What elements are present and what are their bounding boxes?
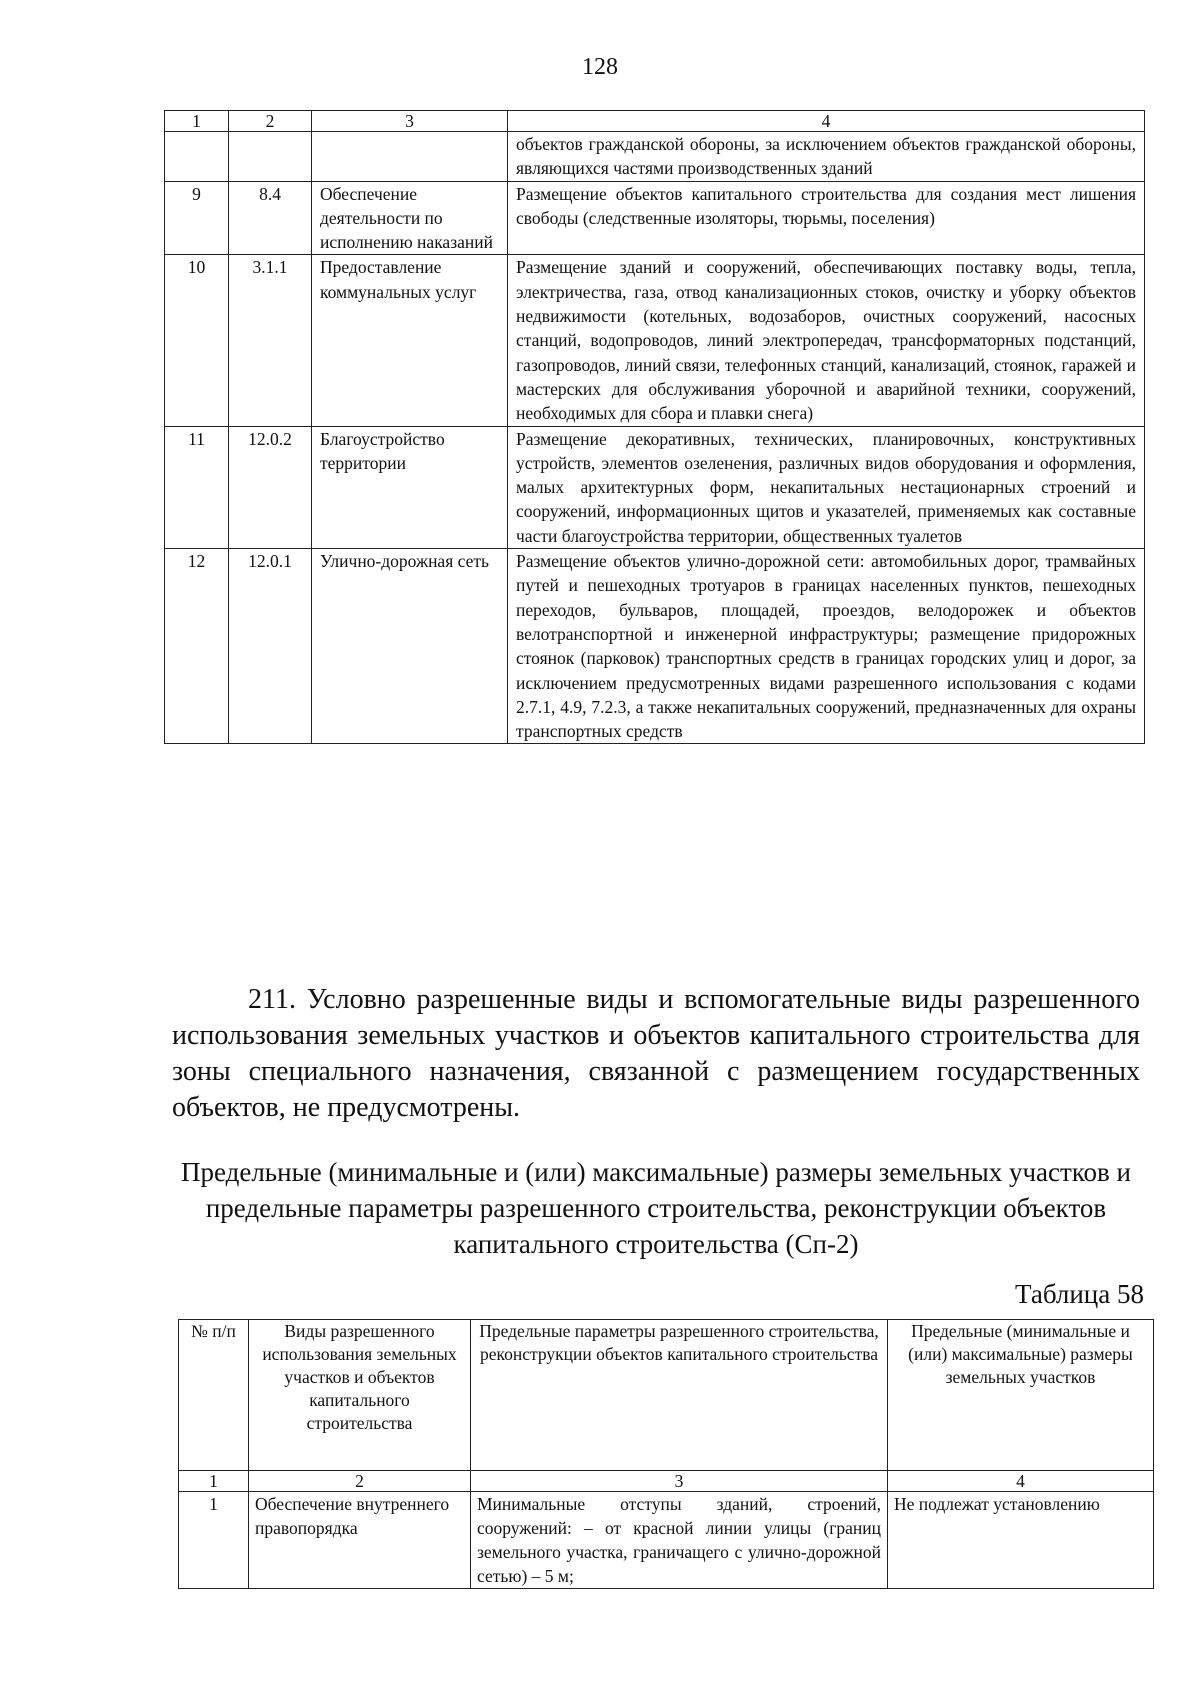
row-use-name: Благоустройство территории	[312, 426, 508, 548]
row-code: 8.4	[229, 181, 312, 255]
table2-column-number: 4	[888, 1471, 1154, 1492]
table2-column-number: 1	[179, 1471, 249, 1492]
table-row	[165, 255, 1145, 426]
row-number: 10	[165, 255, 229, 426]
table-caption: Таблица 58	[1015, 1279, 1144, 1309]
permitted-uses-table	[164, 110, 1145, 744]
section-heading: Предельные (минимальные и (или) максимальные) размеры земельных участков и предельные параметры разрешенного строительства, реконструкции объектов капитального строительства (Сп-2)	[180, 1157, 1132, 1259]
table2-header-row	[179, 1320, 1154, 1471]
row-parameters: Минимальные отступы зданий, строений, сооружений: – от красной линии улицы (границ земельного участка, граничащего с улично-дорожной сетью) – 5 м;	[471, 1492, 888, 1589]
row-use-name: Обеспечение деятельности по исполнению наказаний	[312, 181, 508, 255]
table-row	[165, 426, 1145, 548]
row-code	[229, 132, 312, 182]
table2-header-cell: Предельные (минимальные и (или) максимальные) размеры земельных участков	[888, 1320, 1154, 1471]
table-row	[165, 549, 1145, 744]
page-number: 128	[582, 54, 618, 80]
row-description: объектов гражданской обороны, за исключением объектов гражданской обороны, являющихся частями производственных зданий	[508, 132, 1145, 182]
paragraph-211: 211. Условно разрешенные виды и вспомогательные виды разрешенного использования земельных участков и объектов капитального строительства для зоны специального назначения, связанной с размещением государственных объектов, не предусмотрены.	[172, 984, 1140, 1123]
table-row	[179, 1492, 1154, 1589]
table2-column-number: 2	[249, 1471, 471, 1492]
row-use-name	[312, 132, 508, 182]
row-use-name: Улично-дорожная сеть	[312, 549, 508, 744]
table-row	[165, 132, 1145, 182]
row-plot-size: Не подлежат установлению	[888, 1492, 1154, 1589]
limit-parameters-table	[178, 1319, 1154, 1589]
table1-header-cell: 4	[508, 111, 1145, 132]
table2-header-cell: Виды разрешенного использования земельных участков и объектов капитального строительства	[249, 1320, 471, 1471]
row-use-name: Предоставление коммунальных услуг	[312, 255, 508, 426]
table1-header-cell: 1	[165, 111, 229, 132]
row-number: 12	[165, 549, 229, 744]
row-code: 3.1.1	[229, 255, 312, 426]
row-number: 9	[165, 181, 229, 255]
table-row	[165, 181, 1145, 255]
row-description: Размещение зданий и сооружений, обеспечивающих поставку воды, тепла, электричества, газа, отвод канализационных стоков, очистку и уборку объектов недвижимости (котельных, водозаборов, очистных сооружений, насосных станций, водопроводов, линий электропередач, трансформаторных подстанций, газопроводов, линий связи, телефонных станций, канализаций, стоянок, гаражей и мастерских для обслуживания уборочной и аварийной техники, сооружений, необходимых для сбора и плавки снега)	[508, 255, 1145, 426]
table1-header-cell: 3	[312, 111, 508, 132]
row-code: 12.0.1	[229, 549, 312, 744]
row-number	[165, 132, 229, 182]
row-number: 1	[179, 1492, 249, 1589]
row-number: 11	[165, 426, 229, 548]
row-use-name: Обеспечение внутреннего правопорядка	[249, 1492, 471, 1589]
table1-header-row	[165, 111, 1145, 132]
table2-header-cell: Предельные параметры разрешенного строительства, реконструкции объектов капитального строительства	[471, 1320, 888, 1471]
row-description: Размещение декоративных, технических, планировочных, конструктивных устройств, элементов озеленения, различных видов оборудования и оформления, малых архитектурных форм, некапитальных нестационарных строений и сооружений, информационных щитов и указателей, применяемых как составные части благоустройства территории, общественных туалетов	[508, 426, 1145, 548]
table2-header-cell: № п/п	[179, 1320, 249, 1471]
table2-column-number: 3	[471, 1471, 888, 1492]
row-description: Размещение объектов улично-дорожной сети: автомобильных дорог, трамвайных путей и пешеходных тротуаров в границах населенных пунктов, пешеходных переходов, бульваров, площадей, проездов, велодорожек и объектов велотранспортной и инженерной инфраструктуры; размещение придорожных стоянок (парковок) транспортных средств в границах городских улиц и дорог, за исключением предусмотренных видами разрешенного использования с кодами 2.7.1, 4.9, 7.2.3, а также некапитальных сооружений, предназначенных для охраны транспортных средств	[508, 549, 1145, 744]
row-description: Размещение объектов капитального строительства для создания мест лишения свободы (следственные изоляторы, тюрьмы, поселения)	[508, 181, 1145, 255]
row-code: 12.0.2	[229, 426, 312, 548]
table1-header-cell: 2	[229, 111, 312, 132]
table2-number-row	[179, 1471, 1154, 1492]
